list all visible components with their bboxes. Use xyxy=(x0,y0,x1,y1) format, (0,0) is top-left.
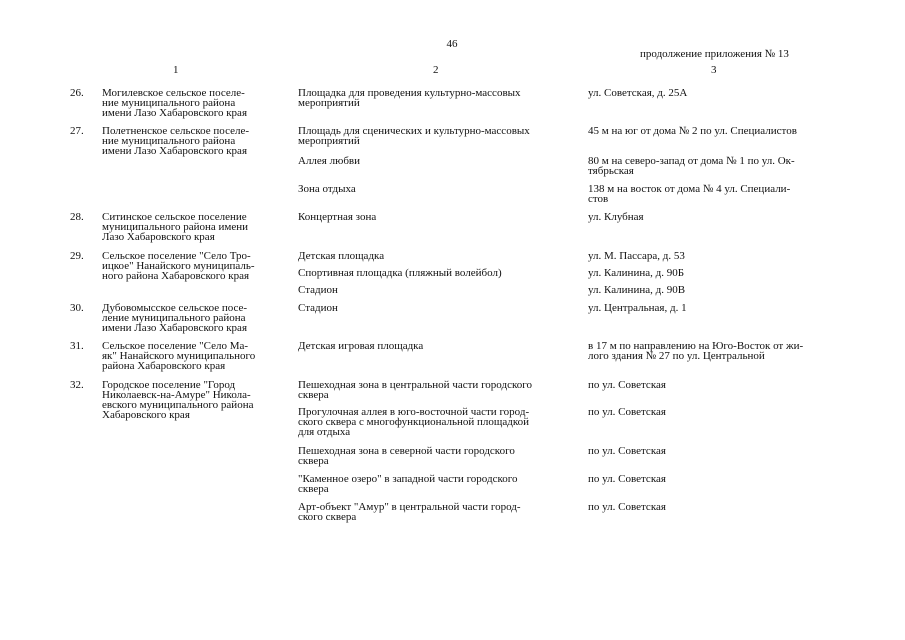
settlement-name: Сельское поселение "Село Ма- як" Нанайского муниципального района Хабаровского края xyxy=(102,340,256,372)
object-address: в 17 м по направлению на Юго-Восток от жи- лого здания № 27 по ул. Центральной xyxy=(588,340,804,362)
settlement-name: Сельское поселение "Село Тро- ицкое" Нанайского муниципаль- ного района Хабаровского края xyxy=(102,250,255,282)
object-name: Пешеходная зона в северной части городского сквера xyxy=(298,445,515,467)
object-address: ул. Советская, д. 25А xyxy=(588,87,688,99)
object-name: Аллея любви xyxy=(298,155,360,167)
object-name: Стадион xyxy=(298,284,338,296)
object-name: Стадион xyxy=(298,302,338,314)
appendix-note: продолжение приложения № 13 xyxy=(640,48,789,60)
row-number: 27. xyxy=(70,125,84,137)
object-name: Концертная зона xyxy=(298,211,377,223)
object-name: Площадка для проведения культурно-массовых мероприятий xyxy=(298,87,521,109)
object-address: ул. М. Пассара, д. 53 xyxy=(588,250,685,262)
settlement-name: Могилевское сельское поселе- ние муниципального района имени Лазо Хабаровского края xyxy=(102,87,248,119)
row-number: 30. xyxy=(70,302,84,314)
object-address: по ул. Советская xyxy=(588,379,666,391)
settlement-name: Ситинское сельское поселение муниципального района имени Лазо Хабаровского края xyxy=(102,211,249,243)
row-number: 29. xyxy=(70,250,84,262)
object-name: Прогулочная аллея в юго-восточной части город- ского сквера с многофункциональной площадкой для отдыха xyxy=(298,406,530,438)
object-address: ул. Центральная, д. 1 xyxy=(588,302,687,314)
column-header-3: 3 xyxy=(711,64,717,76)
settlement-name: Городское поселение "Город Николаевск-на-Амуре" Никола- евского муниципального района Хабаровского края xyxy=(102,379,254,421)
object-address: по ул. Советская xyxy=(588,445,666,457)
object-address: ул. Клубная xyxy=(588,211,644,223)
object-name: Детская игровая площадка xyxy=(298,340,424,352)
column-header-2: 2 xyxy=(433,64,439,76)
row-number: 28. xyxy=(70,211,84,223)
object-address: по ул. Советская xyxy=(588,473,666,485)
object-address: 138 м на восток от дома № 4 ул. Специали- стов xyxy=(588,183,791,205)
object-name: Спортивная площадка (пляжный волейбол) xyxy=(298,267,502,279)
settlement-name: Полетненское сельское поселе- ние муниципального района имени Лазо Хабаровского края xyxy=(102,125,250,157)
object-address: 80 м на северо-запад от дома № 1 по ул. Ок- тябрьская xyxy=(588,155,795,177)
object-address: ул. Калинина, д. 90Б xyxy=(588,267,685,279)
object-name: Пешеходная зона в центральной части городского сквера xyxy=(298,379,532,401)
object-address: ул. Калинина, д. 90В xyxy=(588,284,686,296)
object-name: Площадь для сценических и культурно-массовых мероприятий xyxy=(298,125,530,147)
object-name: Арт-объект "Амур" в центральной части город- ского сквера xyxy=(298,501,521,523)
row-number: 26. xyxy=(70,87,84,99)
object-name: Детская площадка xyxy=(298,250,385,262)
settlement-name: Дубовомысское сельское посе- ление муниципального района имени Лазо Хабаровского края xyxy=(102,302,248,334)
object-name: "Каменное озеро" в западной части городского сквера xyxy=(298,473,518,495)
object-address: 45 м на юг от дома № 2 по ул. Специалистов xyxy=(588,125,797,137)
object-name: Зона отдыха xyxy=(298,183,356,195)
row-number: 31. xyxy=(70,340,84,352)
object-address: по ул. Советская xyxy=(588,406,666,418)
column-header-1: 1 xyxy=(173,64,179,76)
page-number: 46 xyxy=(446,38,458,50)
row-number: 32. xyxy=(70,379,84,391)
object-address: по ул. Советская xyxy=(588,501,666,513)
